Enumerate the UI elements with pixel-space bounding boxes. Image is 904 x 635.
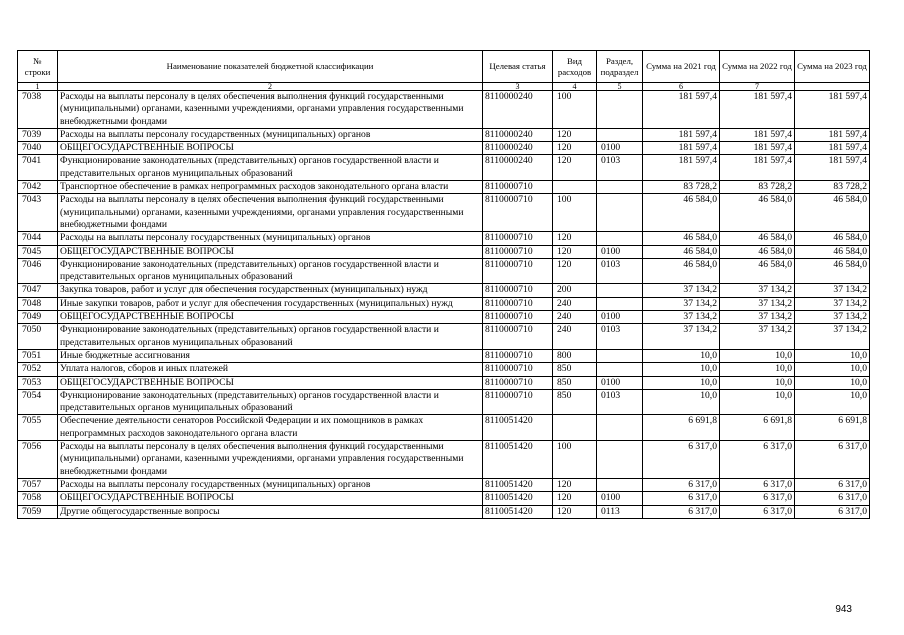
row-sum-2022: 6 317,0 [720, 505, 795, 518]
row-sum-2021: 6 691,8 [643, 415, 720, 441]
row-sum-2023: 10,0 [795, 363, 870, 376]
row-target-article: 8110000240 [483, 91, 553, 129]
row-target-article: 8110000710 [483, 324, 553, 350]
row-name: Расходы на выплаты персоналу государственных (муниципальных) органов [58, 478, 483, 491]
column-number: 4 [553, 83, 597, 91]
row-name: Закупка товаров, работ и услуг для обеспечения государственных (муниципальных) нужд [58, 284, 483, 297]
row-sum-2023: 10,0 [795, 376, 870, 389]
row-name: Транспортное обеспечение в рамках непрограммных расходов законодательного органа власти [58, 181, 483, 194]
row-target-article: 8110051420 [483, 505, 553, 518]
table-row [18, 389, 870, 415]
row-name: Функционирование законодательных (представительных) органов государственной власти и представительных органов муниципальных образований [58, 389, 483, 415]
table-row [18, 297, 870, 310]
row-target-article: 8110000710 [483, 389, 553, 415]
row-section [597, 441, 643, 479]
row-sum-2021: 6 317,0 [643, 441, 720, 479]
row-sum-2022: 6 317,0 [720, 492, 795, 505]
row-target-article: 8110000710 [483, 258, 553, 284]
row-number: 7046 [18, 258, 58, 284]
row-number: 7047 [18, 284, 58, 297]
column-number: 3 [483, 83, 553, 91]
row-sum-2022: 181 597,4 [720, 155, 795, 181]
row-expense-type [553, 181, 597, 194]
table-row [18, 245, 870, 258]
row-expense-type: 120 [553, 232, 597, 245]
row-sum-2023: 10,0 [795, 349, 870, 362]
row-section: 0100 [597, 245, 643, 258]
row-sum-2021: 46 584,0 [643, 232, 720, 245]
row-number: 7045 [18, 245, 58, 258]
row-name: ОБЩЕГОСУДАРСТВЕННЫЕ ВОПРОСЫ [58, 245, 483, 258]
row-number: 7043 [18, 194, 58, 232]
row-sum-2022: 37 134,2 [720, 297, 795, 310]
row-sum-2021: 83 728,2 [643, 181, 720, 194]
row-target-article: 8110000710 [483, 311, 553, 324]
table-row [18, 415, 870, 441]
table-row [18, 324, 870, 350]
row-section: 0103 [597, 324, 643, 350]
row-number: 7048 [18, 297, 58, 310]
row-name: Расходы на выплаты персоналу государственных (муниципальных) органов [58, 128, 483, 141]
row-sum-2021: 10,0 [643, 349, 720, 362]
row-name: Функционирование законодательных (представительных) органов государственной власти и представительных органов муниципальных образований [58, 155, 483, 181]
table-row [18, 155, 870, 181]
header-section: Раздел, подраздел [597, 51, 643, 83]
row-sum-2023: 37 134,2 [795, 284, 870, 297]
page-number: 943 [835, 604, 852, 615]
row-number: 7053 [18, 376, 58, 389]
row-target-article: 8110000710 [483, 297, 553, 310]
row-number: 7051 [18, 349, 58, 362]
row-target-article: 8110000710 [483, 232, 553, 245]
row-sum-2022: 37 134,2 [720, 311, 795, 324]
row-sum-2021: 6 317,0 [643, 492, 720, 505]
row-sum-2023: 46 584,0 [795, 232, 870, 245]
row-expense-type: 240 [553, 311, 597, 324]
row-sum-2023: 46 584,0 [795, 258, 870, 284]
row-name: Расходы на выплаты персоналу в целях обеспечения выполнения функций государственными (муниципальными) органами, казенными учреждениями, органами управления государственными внебюджетными фондами [58, 91, 483, 129]
row-sum-2023: 6 317,0 [795, 505, 870, 518]
row-target-article: 8110051420 [483, 441, 553, 479]
row-sum-2022: 83 728,2 [720, 181, 795, 194]
table-row [18, 441, 870, 479]
column-number: 1 [18, 83, 58, 91]
row-name: Функционирование законодательных (представительных) органов государственной власти и представительных органов муниципальных образований [58, 324, 483, 350]
row-sum-2021: 181 597,4 [643, 155, 720, 181]
row-expense-type: 120 [553, 142, 597, 155]
row-expense-type: 120 [553, 478, 597, 491]
row-sum-2022: 181 597,4 [720, 128, 795, 141]
table-row [18, 284, 870, 297]
row-sum-2023: 6 317,0 [795, 478, 870, 491]
row-sum-2022: 46 584,0 [720, 232, 795, 245]
row-expense-type: 240 [553, 324, 597, 350]
row-section [597, 91, 643, 129]
row-sum-2023: 37 134,2 [795, 297, 870, 310]
header-sum-2021: Сумма на 2021 год [643, 51, 720, 83]
row-sum-2023: 46 584,0 [795, 194, 870, 232]
row-name: Иные закупки товаров, работ и услуг для обеспечения государственных (муниципальных) нужд [58, 297, 483, 310]
row-expense-type: 850 [553, 363, 597, 376]
row-sum-2022: 6 317,0 [720, 441, 795, 479]
table-body [18, 91, 870, 519]
row-expense-type: 120 [553, 128, 597, 141]
row-target-article: 8110000710 [483, 284, 553, 297]
row-sum-2022: 46 584,0 [720, 258, 795, 284]
row-sum-2023: 6 317,0 [795, 441, 870, 479]
row-name: Функционирование законодательных (представительных) органов государственной власти и представительных органов муниципальных образований [58, 258, 483, 284]
row-sum-2022: 10,0 [720, 389, 795, 415]
row-number: 7055 [18, 415, 58, 441]
row-sum-2023: 6 691,8 [795, 415, 870, 441]
row-sum-2022: 181 597,4 [720, 142, 795, 155]
row-number: 7044 [18, 232, 58, 245]
row-name: ОБЩЕГОСУДАРСТВЕННЫЕ ВОПРОСЫ [58, 376, 483, 389]
row-sum-2022: 10,0 [720, 349, 795, 362]
row-number: 7057 [18, 478, 58, 491]
row-target-article: 8110051420 [483, 492, 553, 505]
row-section [597, 181, 643, 194]
row-sum-2022: 10,0 [720, 363, 795, 376]
row-target-article: 8110000240 [483, 155, 553, 181]
row-target-article: 8110000710 [483, 181, 553, 194]
row-expense-type: 120 [553, 155, 597, 181]
row-section [597, 363, 643, 376]
row-sum-2023: 181 597,4 [795, 142, 870, 155]
row-number: 7059 [18, 505, 58, 518]
row-name: ОБЩЕГОСУДАРСТВЕННЫЕ ВОПРОСЫ [58, 142, 483, 155]
row-number: 7040 [18, 142, 58, 155]
row-target-article: 8110000710 [483, 245, 553, 258]
row-sum-2021: 181 597,4 [643, 142, 720, 155]
row-number: 7052 [18, 363, 58, 376]
row-section [597, 284, 643, 297]
table-row [18, 181, 870, 194]
row-section: 0100 [597, 311, 643, 324]
row-name: Уплата налогов, сборов и иных платежей [58, 363, 483, 376]
table-row [18, 376, 870, 389]
row-sum-2021: 46 584,0 [643, 258, 720, 284]
header-name: Наименование показателей бюджетной классификации [58, 51, 483, 83]
header-expense-type: Вид расходов [553, 51, 597, 83]
row-expense-type: 240 [553, 297, 597, 310]
row-sum-2023: 10,0 [795, 389, 870, 415]
row-name: ОБЩЕГОСУДАРСТВЕННЫЕ ВОПРОСЫ [58, 311, 483, 324]
row-section [597, 128, 643, 141]
table-row [18, 91, 870, 129]
budget-table [17, 50, 870, 519]
row-section: 0100 [597, 492, 643, 505]
row-number: 7056 [18, 441, 58, 479]
row-sum-2021: 10,0 [643, 376, 720, 389]
header-sum-2023: Сумма на 2023 год [795, 51, 870, 83]
table-row [18, 142, 870, 155]
table-row [18, 363, 870, 376]
row-number: 7050 [18, 324, 58, 350]
row-section: 0100 [597, 376, 643, 389]
row-number: 7041 [18, 155, 58, 181]
row-expense-type: 120 [553, 245, 597, 258]
header-target-article: Целевая статья [483, 51, 553, 83]
table-row [18, 258, 870, 284]
row-sum-2022: 46 584,0 [720, 194, 795, 232]
row-sum-2023: 181 597,4 [795, 155, 870, 181]
row-sum-2022: 6 317,0 [720, 478, 795, 491]
row-expense-type: 120 [553, 492, 597, 505]
row-expense-type [553, 415, 597, 441]
row-sum-2022: 10,0 [720, 376, 795, 389]
row-target-article: 8110000240 [483, 128, 553, 141]
row-name: Расходы на выплаты персоналу в целях обеспечения выполнения функций государственными (муниципальными) органами, казенными учреждениями, органами управления государственными внебюджетными фондами [58, 194, 483, 232]
row-target-article: 8110000240 [483, 142, 553, 155]
row-target-article: 8110000710 [483, 376, 553, 389]
row-name: Обеспечение деятельности сенаторов Российской Федерации и их помощников в рамках непрограммных расходов законодательного органа власти [58, 415, 483, 441]
row-target-article: 8110051420 [483, 478, 553, 491]
table-row [18, 505, 870, 518]
row-sum-2023: 181 597,4 [795, 91, 870, 129]
row-number: 7042 [18, 181, 58, 194]
row-number: 7039 [18, 128, 58, 141]
row-number: 7038 [18, 91, 58, 129]
row-sum-2021: 6 317,0 [643, 505, 720, 518]
row-expense-type: 100 [553, 441, 597, 479]
header-row-number: № строки [18, 51, 58, 83]
row-sum-2023: 6 317,0 [795, 492, 870, 505]
row-section: 0103 [597, 389, 643, 415]
row-sum-2021: 46 584,0 [643, 245, 720, 258]
row-name: ОБЩЕГОСУДАРСТВЕННЫЕ ВОПРОСЫ [58, 492, 483, 505]
row-sum-2023: 181 597,4 [795, 128, 870, 141]
row-sum-2021: 37 134,2 [643, 311, 720, 324]
row-expense-type: 800 [553, 349, 597, 362]
row-sum-2023: 46 584,0 [795, 245, 870, 258]
column-number [795, 83, 870, 91]
row-section: 0100 [597, 142, 643, 155]
row-sum-2021: 37 134,2 [643, 324, 720, 350]
table-row [18, 311, 870, 324]
row-sum-2022: 181 597,4 [720, 91, 795, 129]
row-section [597, 297, 643, 310]
row-sum-2022: 37 134,2 [720, 284, 795, 297]
row-section [597, 478, 643, 491]
row-sum-2023: 83 728,2 [795, 181, 870, 194]
column-number: 7 [720, 83, 795, 91]
row-sum-2021: 37 134,2 [643, 284, 720, 297]
row-number: 7049 [18, 311, 58, 324]
row-section: 0113 [597, 505, 643, 518]
row-name: Расходы на выплаты персоналу государственных (муниципальных) органов [58, 232, 483, 245]
table-row [18, 492, 870, 505]
row-name: Другие общегосударственные вопросы [58, 505, 483, 518]
row-number: 7054 [18, 389, 58, 415]
row-expense-type: 100 [553, 194, 597, 232]
row-sum-2022: 6 691,8 [720, 415, 795, 441]
column-number: 6 [643, 83, 720, 91]
column-number: 2 [58, 83, 483, 91]
row-expense-type: 120 [553, 505, 597, 518]
header-sum-2022: Сумма на 2022 год [720, 51, 795, 83]
row-expense-type: 850 [553, 376, 597, 389]
row-section [597, 349, 643, 362]
row-sum-2021: 46 584,0 [643, 194, 720, 232]
table-row [18, 232, 870, 245]
row-expense-type: 100 [553, 91, 597, 129]
column-number-row [18, 83, 870, 91]
row-target-article: 8110000710 [483, 349, 553, 362]
row-section [597, 194, 643, 232]
row-target-article: 8110051420 [483, 415, 553, 441]
row-name: Иные бюджетные ассигнования [58, 349, 483, 362]
row-sum-2021: 6 317,0 [643, 478, 720, 491]
row-sum-2021: 10,0 [643, 389, 720, 415]
row-section [597, 232, 643, 245]
row-sum-2021: 37 134,2 [643, 297, 720, 310]
row-target-article: 8110000710 [483, 194, 553, 232]
row-number: 7058 [18, 492, 58, 505]
header-row [18, 51, 870, 83]
row-expense-type: 850 [553, 389, 597, 415]
row-sum-2022: 37 134,2 [720, 324, 795, 350]
row-name: Расходы на выплаты персоналу в целях обеспечения выполнения функций государственными (муниципальными) органами, казенными учреждениями, органами управления государственными внебюджетными фондами [58, 441, 483, 479]
row-section: 0103 [597, 258, 643, 284]
table-row [18, 194, 870, 232]
row-sum-2023: 37 134,2 [795, 311, 870, 324]
row-expense-type: 200 [553, 284, 597, 297]
row-section: 0103 [597, 155, 643, 181]
table-row [18, 349, 870, 362]
column-number: 5 [597, 83, 643, 91]
row-sum-2021: 10,0 [643, 363, 720, 376]
table-row [18, 478, 870, 491]
row-expense-type: 120 [553, 258, 597, 284]
row-target-article: 8110000710 [483, 363, 553, 376]
table-row [18, 128, 870, 141]
row-sum-2021: 181 597,4 [643, 128, 720, 141]
row-sum-2022: 46 584,0 [720, 245, 795, 258]
row-sum-2023: 37 134,2 [795, 324, 870, 350]
row-sum-2021: 181 597,4 [643, 91, 720, 129]
row-section [597, 415, 643, 441]
